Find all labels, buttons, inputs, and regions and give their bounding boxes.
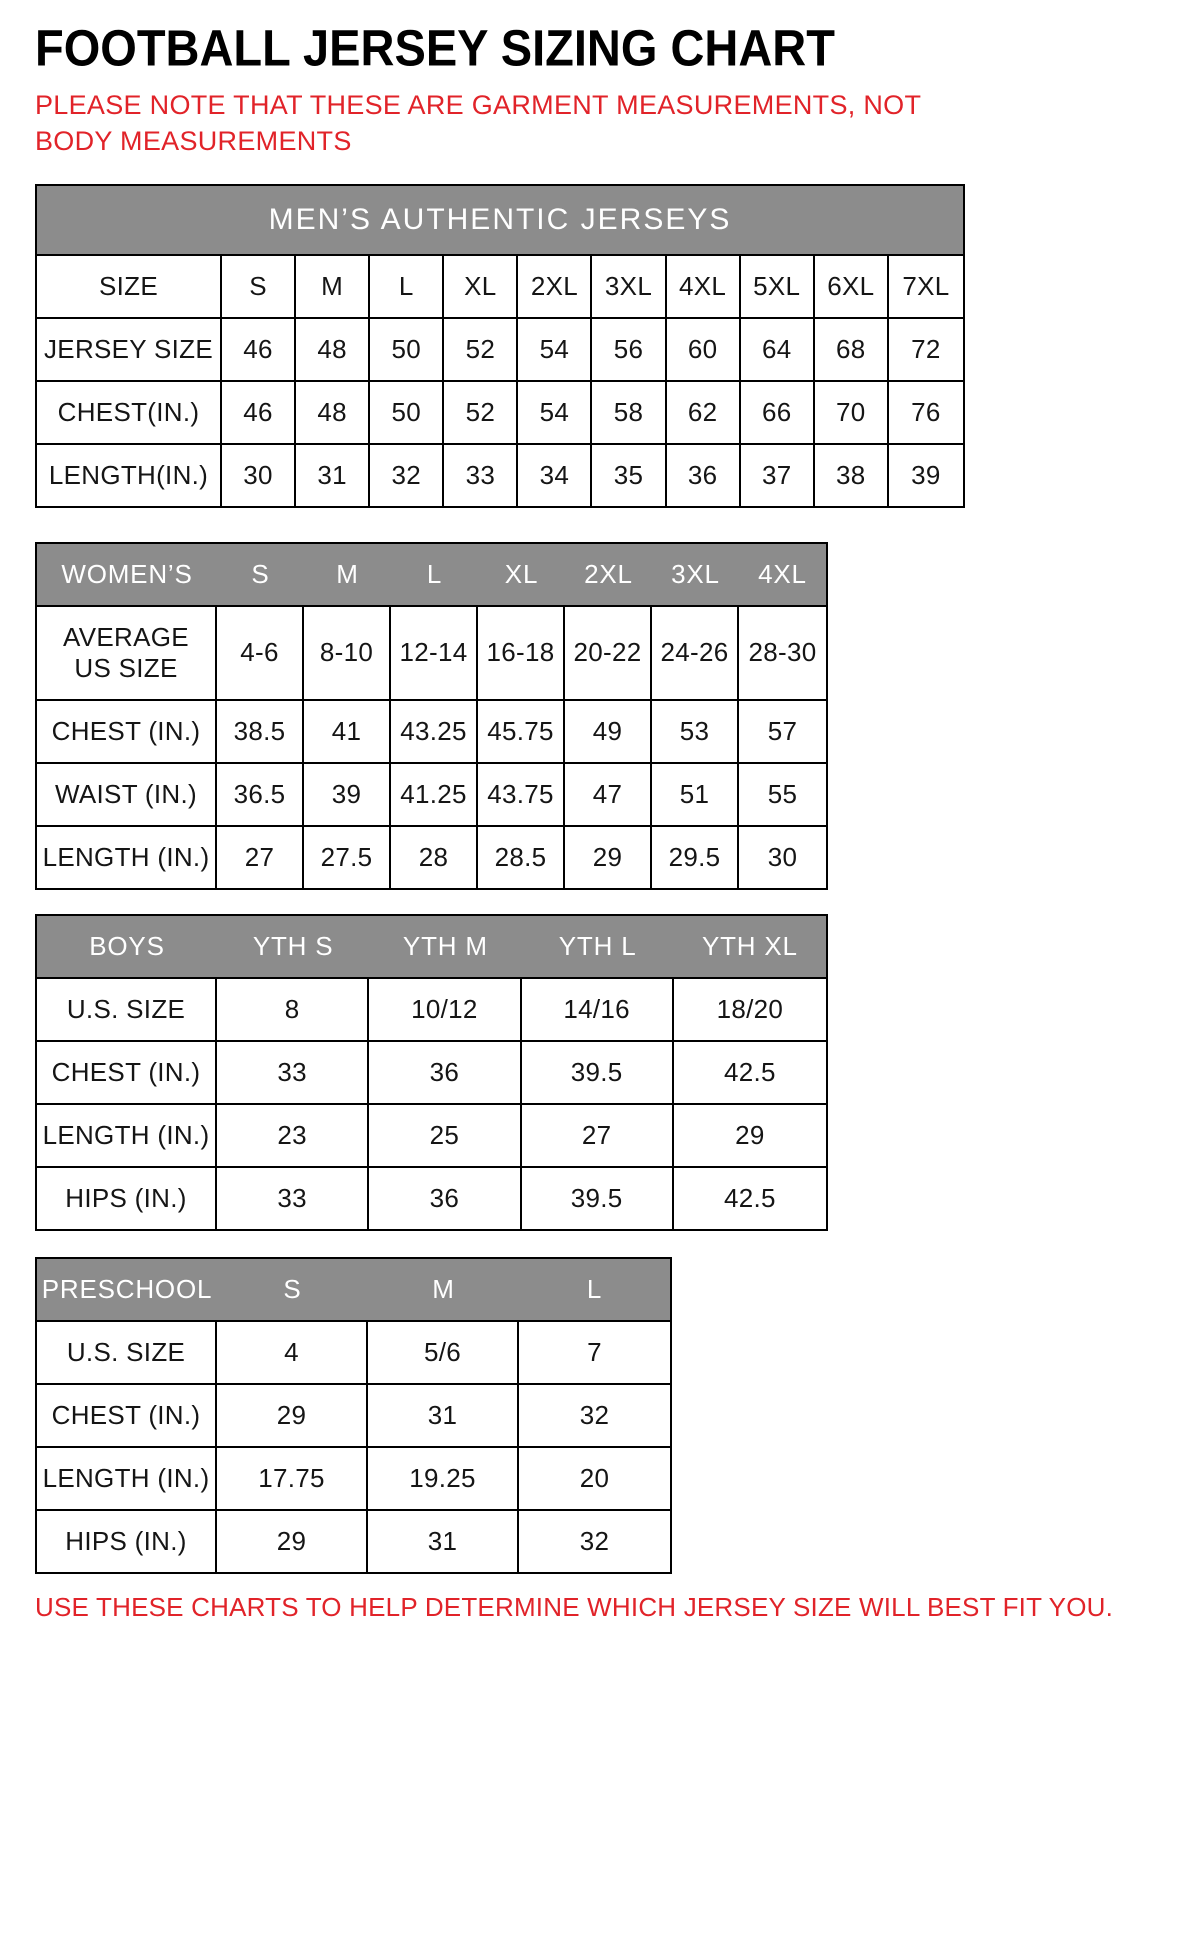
boys-sizing-table: [35, 914, 828, 1231]
table-cell: 50: [370, 319, 444, 382]
table-cell: 38.5: [217, 701, 304, 764]
row-label: CHEST (IN.): [37, 1385, 217, 1448]
table-header-row: [37, 916, 826, 979]
table-cell: 37: [741, 445, 815, 506]
table-cell: 64: [741, 319, 815, 382]
table-row: [37, 1105, 826, 1168]
table-cell: 42.5: [674, 1042, 826, 1105]
row-label: LENGTH(IN.): [37, 445, 222, 506]
womens-sizing-table: [35, 542, 828, 890]
table-row: [37, 319, 963, 382]
table-cell: 48: [296, 319, 370, 382]
table-row: [37, 1042, 826, 1105]
table-cell: 8-10: [304, 607, 391, 701]
column-header: L: [519, 1259, 670, 1322]
table-cell: 36: [667, 445, 741, 506]
row-label: LENGTH (IN.): [37, 1105, 217, 1168]
table-cell: 17.75: [217, 1448, 368, 1511]
row-label: CHEST (IN.): [37, 1042, 217, 1105]
table-cell: 45.75: [478, 701, 565, 764]
table-cell: 4XL: [667, 256, 741, 319]
table-row: [37, 701, 826, 764]
table-cell: 60: [667, 319, 741, 382]
table-cell: 28-30: [739, 607, 826, 701]
table-row: [37, 1511, 670, 1572]
table-cell: 27.5: [304, 827, 391, 888]
table-cell: 25: [369, 1105, 521, 1168]
table-cell: 76: [889, 382, 963, 445]
table-row: [37, 764, 826, 827]
header-label: BOYS: [37, 916, 217, 979]
table-cell: 24-26: [652, 607, 739, 701]
table-cell: 6XL: [815, 256, 889, 319]
table-cell: 51: [652, 764, 739, 827]
footer-note: USE THESE CHARTS TO HELP DETERMINE WHICH JERSEY SIZE WILL BEST FIT YOU.: [35, 1591, 1114, 1622]
table-cell: 5XL: [741, 256, 815, 319]
table-cell: 18/20: [674, 979, 826, 1042]
column-header: YTH S: [217, 916, 369, 979]
table-cell: 19.25: [368, 1448, 519, 1511]
table-cell: 29.5: [652, 827, 739, 888]
table-cell: 57: [739, 701, 826, 764]
column-header: L: [391, 544, 478, 607]
tables-container: [0, 184, 1200, 1574]
row-label: U.S. SIZE: [37, 979, 217, 1042]
table-cell: 4: [217, 1322, 368, 1385]
table-cell: 43.25: [391, 701, 478, 764]
table-cell: 29: [565, 827, 652, 888]
table-cell: 43.75: [478, 764, 565, 827]
table-row: [37, 607, 826, 701]
table-cell: 31: [296, 445, 370, 506]
table-cell: 39: [304, 764, 391, 827]
table-cell: 8: [217, 979, 369, 1042]
table-cell: 28: [391, 827, 478, 888]
table-cell: 33: [217, 1168, 369, 1229]
table-cell: 42.5: [674, 1168, 826, 1229]
table-cell: 30: [739, 827, 826, 888]
table-cell: 36: [369, 1168, 521, 1229]
table-cell: S: [222, 256, 296, 319]
column-header: YTH L: [522, 916, 674, 979]
table-cell: 32: [370, 445, 444, 506]
row-label: HIPS (IN.): [37, 1168, 217, 1229]
table-cell: 54: [518, 319, 592, 382]
table-row: [37, 979, 826, 1042]
table-cell: 53: [652, 701, 739, 764]
table-cell: 46: [222, 382, 296, 445]
table-cell: 27: [522, 1105, 674, 1168]
mens-sizing-table: [35, 184, 965, 508]
row-label: CHEST(IN.): [37, 382, 222, 445]
row-label: U.S. SIZE: [37, 1322, 217, 1385]
table-row: [37, 827, 826, 888]
row-label: LENGTH (IN.): [37, 827, 217, 888]
table-cell: 3XL: [592, 256, 666, 319]
table-cell: 5/6: [368, 1322, 519, 1385]
table-cell: 28.5: [478, 827, 565, 888]
column-header: YTH M: [369, 916, 521, 979]
header-label: WOMEN’S: [37, 544, 217, 607]
table-cell: 12-14: [391, 607, 478, 701]
table-cell: 33: [444, 445, 518, 506]
row-label: LENGTH (IN.): [37, 1448, 217, 1511]
page-title: FOOTBALL JERSEY SIZING CHART: [35, 19, 835, 77]
table-cell: 70: [815, 382, 889, 445]
table-cell: 35: [592, 445, 666, 506]
table-cell: 48: [296, 382, 370, 445]
table-row: [37, 382, 963, 445]
table-cell: 72: [889, 319, 963, 382]
table-cell: 39: [889, 445, 963, 506]
table-header-row: [37, 544, 826, 607]
preschool-sizing-table: [35, 1257, 672, 1574]
table-cell: 34: [518, 445, 592, 506]
table-cell: 39.5: [522, 1042, 674, 1105]
table-cell: 32: [519, 1511, 670, 1572]
table-cell: 31: [368, 1385, 519, 1448]
table-cell: 46: [222, 319, 296, 382]
column-header: S: [217, 544, 304, 607]
row-label: SIZE: [37, 256, 222, 319]
table-cell: 62: [667, 382, 741, 445]
table-cell: 50: [370, 382, 444, 445]
column-header: 4XL: [739, 544, 826, 607]
table-cell: 16-18: [478, 607, 565, 701]
table-title-row: [37, 186, 963, 256]
table-cell: 68: [815, 319, 889, 382]
table-cell: 32: [519, 1385, 670, 1448]
table-row: [37, 1448, 670, 1511]
table-cell: 29: [217, 1511, 368, 1572]
row-label: HIPS (IN.): [37, 1511, 217, 1572]
column-header: M: [368, 1259, 519, 1322]
page-subtitle: PLEASE NOTE THAT THESE ARE GARMENT MEASUREMENTS, NOT BODY MEASUREMENTS: [35, 90, 921, 157]
table-row: [37, 256, 963, 319]
table-row: [37, 1385, 670, 1448]
table-cell: 20-22: [565, 607, 652, 701]
table-cell: 20: [519, 1448, 670, 1511]
table-cell: 29: [674, 1105, 826, 1168]
table-title: MEN’S AUTHENTIC JERSEYS: [37, 186, 963, 256]
column-header: S: [217, 1259, 368, 1322]
table-cell: 4-6: [217, 607, 304, 701]
table-cell: 7XL: [889, 256, 963, 319]
table-row: [37, 1168, 826, 1229]
table-cell: 38: [815, 445, 889, 506]
table-header-row: [37, 1259, 670, 1322]
column-header: 2XL: [565, 544, 652, 607]
table-cell: 23: [217, 1105, 369, 1168]
table-cell: 33: [217, 1042, 369, 1105]
table-cell: 52: [444, 319, 518, 382]
column-header: M: [304, 544, 391, 607]
table-row: [37, 1322, 670, 1385]
table-cell: 58: [592, 382, 666, 445]
table-cell: 39.5: [522, 1168, 674, 1229]
column-header: XL: [478, 544, 565, 607]
table-cell: 55: [739, 764, 826, 827]
table-cell: 10/12: [369, 979, 521, 1042]
table-cell: 14/16: [522, 979, 674, 1042]
table-cell: 66: [741, 382, 815, 445]
row-label: JERSEY SIZE: [37, 319, 222, 382]
table-cell: M: [296, 256, 370, 319]
row-label: AVERAGE US SIZE: [37, 607, 217, 701]
table-cell: 27: [217, 827, 304, 888]
table-cell: 7: [519, 1322, 670, 1385]
header-label: PRESCHOOL: [37, 1259, 217, 1322]
table-cell: 30: [222, 445, 296, 506]
table-cell: 54: [518, 382, 592, 445]
table-cell: 41.25: [391, 764, 478, 827]
row-label: WAIST (IN.): [37, 764, 217, 827]
table-cell: 41: [304, 701, 391, 764]
column-header: YTH XL: [674, 916, 826, 979]
table-cell: 56: [592, 319, 666, 382]
table-cell: 52: [444, 382, 518, 445]
table-cell: 31: [368, 1511, 519, 1572]
column-header: 3XL: [652, 544, 739, 607]
table-cell: 36: [369, 1042, 521, 1105]
table-cell: 2XL: [518, 256, 592, 319]
row-label: CHEST (IN.): [37, 701, 217, 764]
table-cell: 49: [565, 701, 652, 764]
table-cell: 29: [217, 1385, 368, 1448]
table-cell: 47: [565, 764, 652, 827]
table-cell: 36.5: [217, 764, 304, 827]
table-row: [37, 445, 963, 506]
table-cell: L: [370, 256, 444, 319]
table-cell: XL: [444, 256, 518, 319]
